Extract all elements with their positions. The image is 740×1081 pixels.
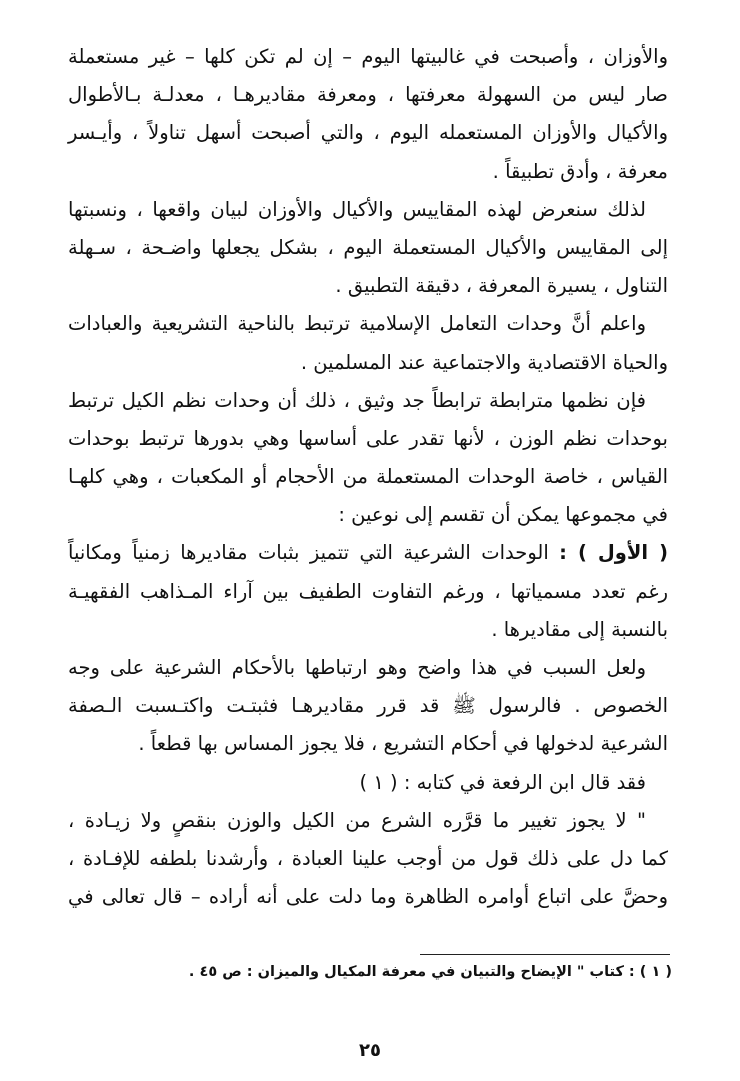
- text-line: بوحدات نظم الوزن ، لأنها تقدر على أساسها وهي بدورها ترتبط بوحدات: [68, 426, 668, 450]
- text-line: القياس ، خاصة الوحدات المستعملة من الأحجام أو المكعبات ، وهي كلهـا: [68, 465, 668, 489]
- text-line: صار ليس من السهولة معرفتها ، ومعرفة مقاديرهـا ، معدلـة بـالأطوال: [68, 83, 668, 107]
- text-line: والأكيال والأوزان المستعمله اليوم ، والتي أصبحت أسهل تناولاً ، وأيـسر: [68, 121, 668, 145]
- first-type-line: [68, 534, 668, 572]
- text-line: فقد قال ابن الرفعة في كتابه : ( ١ ): [359, 770, 646, 794]
- text-line: الوحدات الشرعية التي تتميز بثبات مقاديرها زمنياً ومكانياً: [68, 541, 549, 565]
- text-line: الشرعية لدخولها في أحكام التشريع ، فلا يجوز المساس بها قطعاً .: [138, 732, 668, 756]
- text-line: " لا يجوز تغيير ما قرَّره الشرع من الكيل والوزن بنقصٍ ولا زيـادة ،: [68, 808, 646, 832]
- text-line: إلى المقاييس والأكيال المستعملة اليوم ، بشكل يجعلها واضـحة ، سـهلة: [68, 235, 668, 259]
- page-number: ٢٥: [359, 1040, 381, 1061]
- text-line: بالنسبة إلى مقاديرها .: [491, 617, 668, 641]
- text-line: رغم تعدد مسمياتها ، ورغم التفاوت الطفيف بين آراء المـذاهب الفقهيـة: [68, 579, 668, 603]
- body-text: [68, 38, 668, 916]
- text-line: لذلك سنعرض لهذه المقاييس والأكيال والأوزان لبيان واقعها ، ونسبتها: [68, 197, 646, 221]
- text-line: التناول ، يسيرة المعرفة ، دقيقة التطبيق .: [335, 274, 668, 298]
- first-type-label: ( الأول ) :: [559, 541, 668, 565]
- text-line: الخصوص . فالرسول ﷺ قد قرر مقاديرهـا فثبتـت واكتـسبت الـصفة: [68, 694, 668, 718]
- text-line: وحضَّ على اتباع أوامره الظاهرة وما دلت على أنه أراده – قال تعالى في: [68, 885, 668, 909]
- text-line: ولعل السبب في هذا واضح وهو ارتباطها بالأحكام الشرعية على وجه: [68, 656, 646, 679]
- text-line: والحياة الاقتصادية والاجتماعية عند المسلمين .: [300, 350, 668, 374]
- text-line: في مجموعها يمكن أن تقسم إلى نوعين :: [338, 503, 668, 527]
- text-line: والأوزان ، وأصبحت في غالبيتها اليوم – إن لم تكن كلها – غير مستعملة: [68, 45, 668, 68]
- text-line: واعلم أنَّ وحدات التعامل الإسلامية ترتبط بالناحية التشريعية والعبادات: [68, 312, 646, 336]
- footnote-divider: [420, 954, 670, 955]
- text-line: فإن نظمها مترابطة ترابطاً جد وثيق ، ذلك أن وحدات نظم الكيل ترتبط: [68, 388, 646, 412]
- text-line: معرفة ، وأدق تطبيقاً .: [492, 159, 668, 183]
- footnote: ( ١ ) : كتاب " الإيضاح والتبيان في معرفة المكيال والميزان : ص ٤٥ .: [188, 964, 672, 980]
- text-line: كما دل على ذلك قول من أوجب علينا العبادة ، وأرشدنا بلطفه للإفـادة ،: [68, 846, 668, 870]
